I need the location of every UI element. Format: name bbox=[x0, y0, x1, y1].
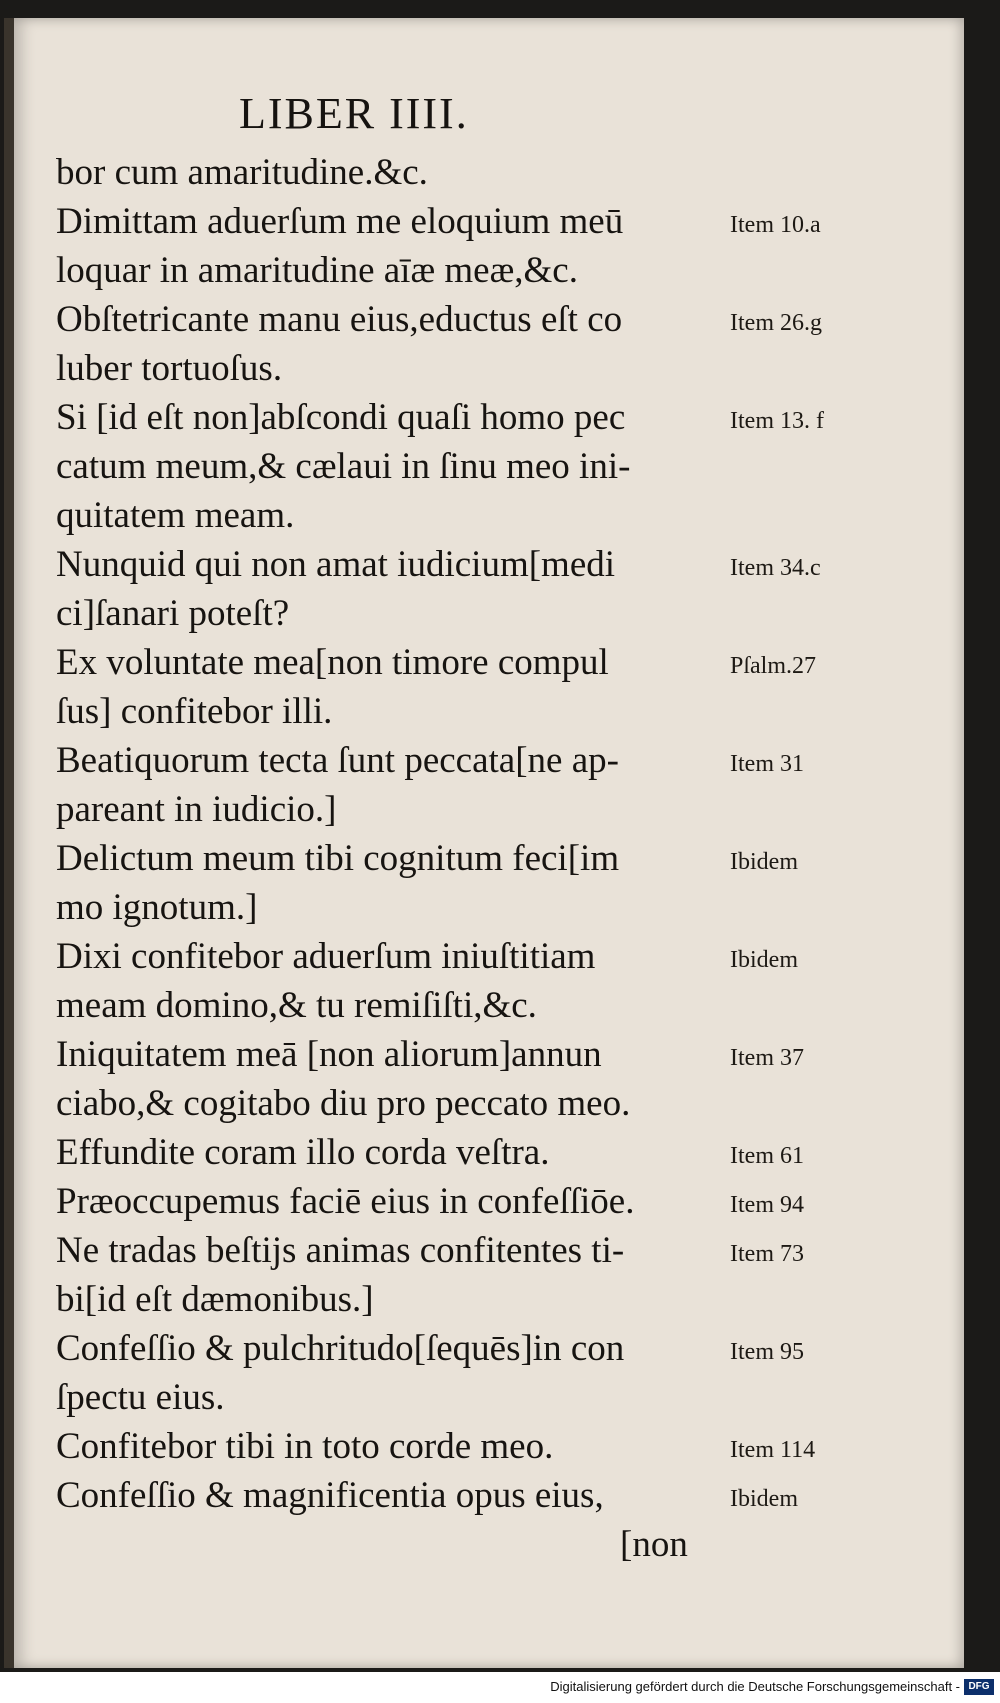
line-text: pareant in iudicio.] bbox=[56, 789, 337, 830]
text-line bbox=[50, 1373, 970, 1422]
text-line bbox=[50, 246, 970, 295]
line-text: Confeſſio & magnificentia opus eius, bbox=[56, 1475, 604, 1516]
text-line bbox=[50, 491, 970, 540]
line-text: Dixi confitebor aduerſum iniuſtitiam bbox=[56, 936, 596, 977]
line-text: Obſtetricante manu eius,eductus eſt co bbox=[56, 299, 623, 340]
line-text: loquar in amaritudine aīæ meæ,&c. bbox=[56, 250, 578, 291]
line-text: luber tortuoſus. bbox=[56, 348, 283, 389]
text-line bbox=[50, 148, 970, 197]
text-line bbox=[50, 1079, 970, 1128]
margin-reference: Item 95 bbox=[730, 1339, 804, 1365]
margin-reference: Ibidem bbox=[730, 947, 798, 973]
text-block bbox=[50, 148, 970, 1569]
text-line bbox=[50, 1030, 970, 1079]
text-line bbox=[50, 442, 970, 491]
text-line bbox=[50, 197, 970, 246]
text-line bbox=[50, 393, 970, 442]
line-text: quitatem meam. bbox=[56, 495, 295, 536]
margin-reference: Ibidem bbox=[730, 849, 798, 875]
margin-reference: Item 114 bbox=[730, 1437, 816, 1463]
catchword-line bbox=[50, 1520, 970, 1569]
line-text: bi[id eſt dæmonibus.] bbox=[56, 1279, 374, 1320]
margin-reference: Item 26.g bbox=[730, 310, 822, 336]
text-line bbox=[50, 1226, 970, 1275]
margin-reference: Item 34.c bbox=[730, 555, 821, 581]
text-line bbox=[50, 1177, 970, 1226]
line-text: ſpectu eius. bbox=[56, 1377, 225, 1418]
text-line bbox=[50, 1471, 970, 1520]
funding-credit: Digitalisierung gefördert durch die Deutsche Forschungsgemeinschaft - bbox=[550, 1679, 960, 1694]
line-text: catum meum,& cælaui in ſinu meo ini- bbox=[56, 446, 631, 487]
line-text: Confeſſio & pulchritudo[ſequēs]in con bbox=[56, 1328, 625, 1369]
margin-reference: Item 73 bbox=[730, 1241, 804, 1267]
text-line bbox=[50, 1275, 970, 1324]
text-line bbox=[50, 1128, 970, 1177]
margin-reference: Pſalm.27 bbox=[730, 653, 817, 679]
line-text: mo ignotum.] bbox=[56, 887, 258, 928]
margin-reference: Item 10.a bbox=[730, 212, 821, 238]
line-text: Dimittam aduerſum me eloquium meū bbox=[56, 201, 624, 242]
line-text: Effundite coram illo corda veſtra. bbox=[56, 1132, 550, 1173]
text-line bbox=[50, 834, 970, 883]
margin-reference: Item 31 bbox=[730, 751, 804, 777]
text-line bbox=[50, 1422, 970, 1471]
line-text: Iniquitatem meā [non aliorum]annun bbox=[56, 1034, 602, 1075]
text-line bbox=[50, 785, 970, 834]
line-text: Delictum meum tibi cognitum feci[im bbox=[56, 838, 620, 879]
margin-reference: Ibidem bbox=[730, 1486, 798, 1512]
margin-reference: Item 13. f bbox=[730, 408, 824, 434]
margin-reference: Item 61 bbox=[730, 1143, 804, 1169]
text-line bbox=[50, 883, 970, 932]
text-line bbox=[50, 589, 970, 638]
line-text: Præoccupemus faciē eius in confeſſiōe. bbox=[56, 1181, 635, 1222]
text-line bbox=[50, 295, 970, 344]
running-head: LIBER IIII. bbox=[239, 89, 469, 138]
line-text: meam domino,& tu remiſiſti,&c. bbox=[56, 985, 537, 1026]
text-line bbox=[50, 638, 970, 687]
margin-reference: Item 94 bbox=[730, 1192, 804, 1218]
line-text: ſus] confitebor illi. bbox=[56, 691, 333, 732]
line-text: ciabo,& cogitabo diu pro peccato meo. bbox=[56, 1083, 631, 1124]
text-line bbox=[50, 736, 970, 785]
line-text: Nunquid qui non amat iudicium[medi bbox=[56, 544, 616, 585]
line-text: Ne tradas beſtijs animas confitentes ti- bbox=[56, 1230, 625, 1271]
dfg-logo: DFG bbox=[964, 1679, 994, 1695]
text-line bbox=[50, 344, 970, 393]
line-text: Si [id eſt non]abſcondi quaſi homo pec bbox=[56, 397, 626, 438]
margin-reference: Item 37 bbox=[730, 1045, 804, 1071]
line-text: bor cum amaritudine.&c. bbox=[56, 152, 428, 193]
text-line bbox=[50, 1324, 970, 1373]
line-text: Confitebor tibi in toto corde meo. bbox=[56, 1426, 554, 1467]
catchword: [non bbox=[620, 1524, 688, 1565]
text-line bbox=[50, 540, 970, 589]
text-line bbox=[50, 981, 970, 1030]
line-text: Beatiquorum tecta ſunt peccata[ne ap- bbox=[56, 740, 619, 781]
book-page bbox=[4, 18, 964, 1668]
line-text: Ex voluntate mea[non timore compul bbox=[56, 642, 609, 683]
footer-bar bbox=[0, 1672, 1000, 1703]
text-line bbox=[50, 687, 970, 736]
line-text: ci]ſanari poteſt? bbox=[56, 593, 290, 634]
text-line bbox=[50, 932, 970, 981]
